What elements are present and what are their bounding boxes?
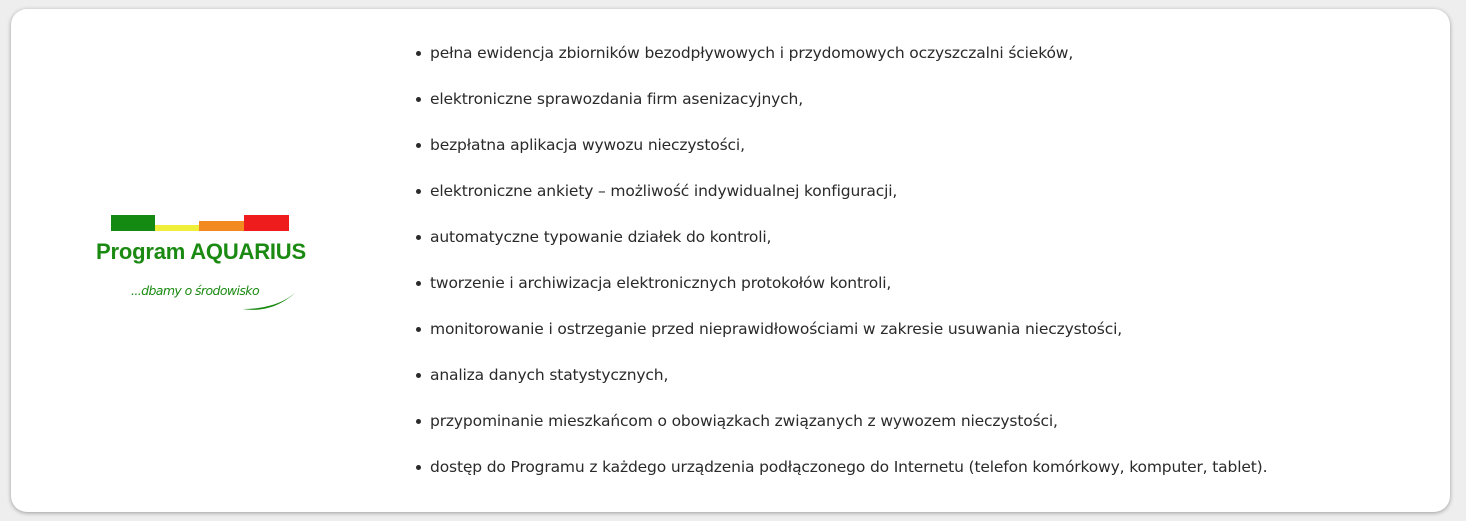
bullet-icon	[416, 465, 421, 470]
logo-bar-red	[244, 215, 289, 231]
feature-item	[416, 41, 1267, 87]
logo-bar-yellow	[155, 225, 199, 231]
bullet-icon	[416, 97, 421, 102]
feature-text: automatyczne typowanie działek do kontroli,	[430, 228, 772, 246]
bullet-icon	[416, 327, 421, 332]
feature-text: przypominanie mieszkańcom o obowiązkach związanych z wywozem nieczystości,	[430, 412, 1058, 430]
swoosh-icon	[241, 287, 301, 313]
feature-item	[416, 271, 1267, 317]
logo-bar-orange	[199, 221, 244, 231]
bullet-icon	[416, 143, 421, 148]
feature-text: elektroniczne sprawozdania firm asenizacyjnych,	[430, 90, 803, 108]
bullet-icon	[416, 419, 421, 424]
bullet-icon	[416, 235, 421, 240]
bullet-icon	[416, 281, 421, 286]
feature-item	[416, 179, 1267, 225]
feature-item	[416, 409, 1267, 455]
feature-list	[416, 41, 1267, 501]
feature-item	[416, 133, 1267, 179]
bullet-icon	[416, 373, 421, 378]
feature-text: monitorowanie i ostrzeganie przed nieprawidłowościami w zakresie usuwania nieczystości,	[430, 320, 1123, 338]
feature-item	[416, 363, 1267, 409]
feature-card	[11, 9, 1450, 512]
feature-text: bezpłatna aplikacja wywozu nieczystości,	[430, 136, 745, 154]
logo-color-bars	[111, 215, 289, 231]
feature-item	[416, 455, 1267, 501]
bullet-icon	[416, 189, 421, 194]
bullet-icon	[416, 51, 421, 56]
logo-tagline: ...dbamy o środowisko	[131, 283, 259, 298]
feature-text: analiza danych statystycznych,	[430, 366, 669, 384]
logo-title: Program AQUARIUS	[96, 239, 306, 264]
feature-text: elektroniczne ankiety – możliwość indywidualnej konfiguracji,	[430, 182, 898, 200]
feature-item	[416, 87, 1267, 133]
program-aquarius-logo	[91, 215, 311, 315]
logo-bar-green	[111, 215, 155, 231]
feature-text: pełna ewidencja zbiorników bezodpływowych i przydomowych oczyszczalni ścieków,	[430, 44, 1074, 62]
feature-text: tworzenie i archiwizacja elektronicznych protokołów kontroli,	[430, 274, 892, 292]
feature-text: dostęp do Programu z każdego urządzenia podłączonego do Internetu (telefon komórkowy, komputer, tablet).	[430, 458, 1268, 476]
feature-item	[416, 317, 1267, 363]
feature-item	[416, 225, 1267, 271]
